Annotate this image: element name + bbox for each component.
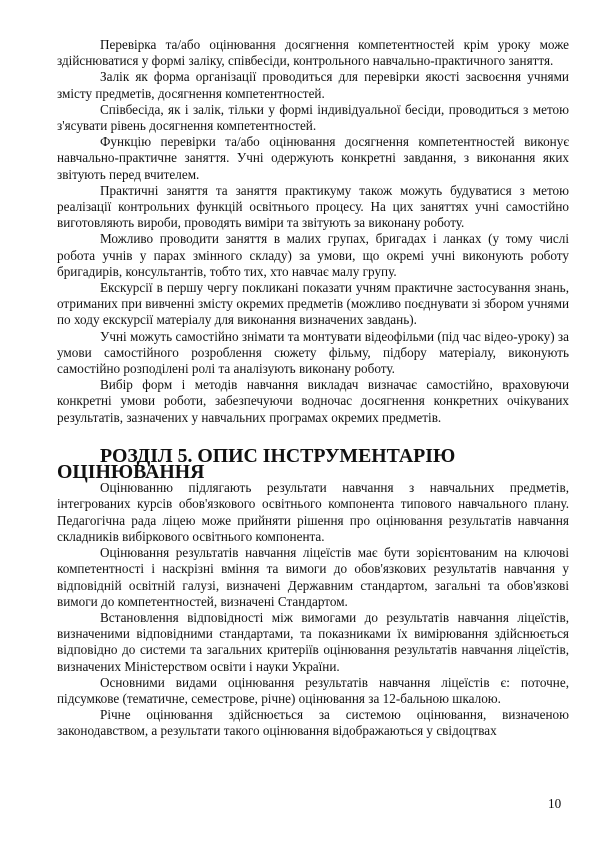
document-body bbox=[57, 37, 569, 740]
paragraph: Співбесіда, як і залік, тільки у формі індивідуальної бесіди, проводиться з метою з'ясувати рівень досягнення компетентностей. bbox=[57, 101, 569, 134]
paragraph: Можливо проводити заняття в малих групах, бригадах і ланках (у тому числі робота учнів у парах змінного складу) за умови, що окремі учні виконують роботу бригадирів, консультантів, тобто тих, хто навчає малу групу. bbox=[57, 231, 569, 279]
paragraph: Оцінювання результатів навчання ліцеїстів має бути зорієнтованим на ключові компетентності і наскрізні вміння та вимоги до обов'язкових результатів навчання у відповідній освітній галузі, визначені Державним стандартом, загальні та обов'язкові вимоги до компетентностей, визначені Стандартом. bbox=[57, 545, 569, 609]
paragraph: Вибір форм і методів навчання викладач визначає самостійно, враховуючи конкретні умови роботи, забезпечуючи водночас досягнення конкретних очікуваних результатів, зазначених у навчальних програмах окремих предметів. bbox=[57, 377, 569, 425]
paragraph: Учні можуть самостійно знімати та монтувати відеофільми (під час відео-уроку) за умови самостійного розроблення сюжету фільму, підбору матеріалу, виконують самостійно розподілені ролі та аналізують виконану роботу. bbox=[57, 328, 569, 377]
paragraph: Перевірка та/або оцінювання досягнення компетентностей крім уроку може здійснюватися у формі заліку, співбесіди, контрольного навчально-практичного заняття. bbox=[57, 37, 569, 69]
paragraph: Встановлення відповідності між вимогами до результатів навчання ліцеїстів, визначеними відповідними стандартами, та показниками їх вимірювання здійснюється відповідно до системи та загальних критеріїв оцінювання результатів навчання ліцеїстів, визначених Міністерством освіти і науки України. bbox=[57, 609, 569, 674]
paragraph: Основними видами оцінювання результатів навчання ліцеїстів є: поточне, підсумкове (тематичне, семестрове, річне) оцінювання за 12-бальною шкалою. bbox=[57, 674, 569, 706]
paragraph: Оцінюванню підлягають результати навчання з навчальних предметів, інтегрованих курсів обов'язкового освітнього компонента типового навчального плану. Педагогічна рада ліцею може прийняти рішення про оцінювання результатів навчання складників вибіркового освітнього компонента. bbox=[57, 480, 569, 544]
paragraph: Залік як форма організації проводиться для перевірки якості засвоєння учнями змісту предметів, досягнення компетентностей. bbox=[57, 69, 569, 101]
page-number: 10 bbox=[548, 796, 562, 811]
paragraph: Практичні заняття та заняття практикуму також можуть будуватися з метою реалізації контрольних функцій освітнього процесу. На цих заняттях учні самостійно виготовляють вироби, проводять виміри та звітують за виконану роботу. bbox=[57, 182, 569, 231]
paragraph: Річне оцінювання здійснюється за системою оцінювання, визначеною законодавством, а результати такого оцінювання відображаються у свідоцтвах bbox=[57, 707, 569, 739]
paragraph: Функцію перевірки та/або оцінювання досягнення компетентностей виконує навчально-практичне заняття. Учні одержують конкретні завдання, з виконання яких звітують перед вчителем. bbox=[57, 134, 569, 182]
paragraph: Екскурсії в першу чергу покликані показати учням практичне застосування знань, отриманих при вивченні змісту окремих предметів (можливо поєднувати зі збором учнями по ходу екскурсії матеріалу для виконання визначених завдань). bbox=[57, 280, 569, 328]
section-heading: РОЗДІЛ 5. ОПИС ІНСТРУМЕНТАРІЮ ОЦІНЮВАННЯ bbox=[57, 444, 456, 484]
